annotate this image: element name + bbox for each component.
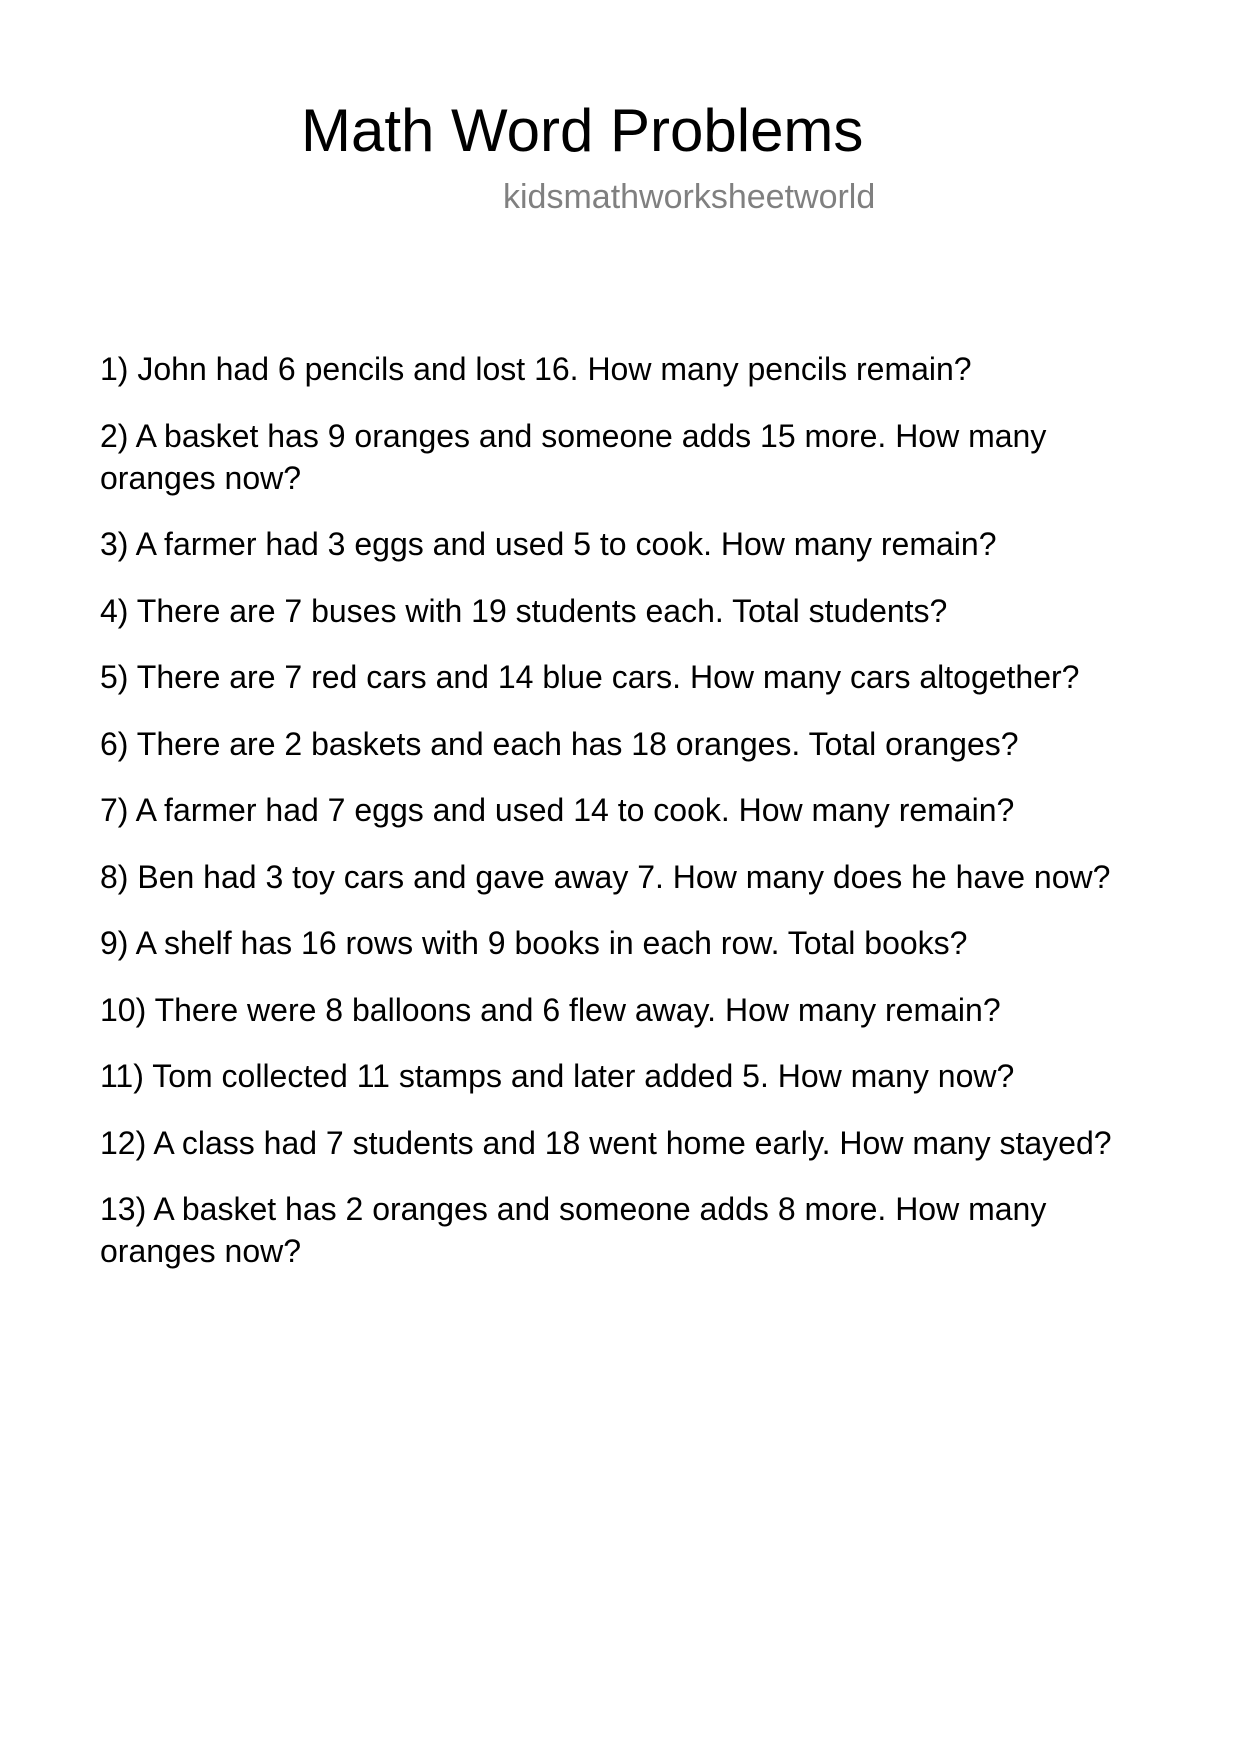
site-name-subtitle: kidsmathworksheetworld [503, 178, 876, 216]
problem-item-7: 7) A farmer had 7 eggs and used 14 to cook. How many remain? [100, 792, 1015, 828]
problem-item-10: 10) There were 8 balloons and 6 flew away. How many remain? [100, 991, 1001, 1028]
problem-item-8: 8) Ben had 3 toy cars and gave away 7. How many does he have now? [100, 858, 1111, 895]
problem-item-5: 5) There are 7 red cars and 14 blue cars. How many cars altogether? [100, 659, 1080, 695]
problem-item-6: 6) There are 2 baskets and each has 18 oranges. Total oranges? [100, 725, 1019, 762]
problem-item-13: 13) A basket has 2 oranges and someone adds 8 more. How many oranges now? [100, 1191, 1047, 1269]
problem-item-12: 12) A class had 7 students and 18 went home early. How many stayed? [100, 1124, 1112, 1161]
problem-item-9: 9) A shelf has 16 rows with 9 books in each row. Total books? [100, 925, 968, 961]
problem-list [100, 348, 1150, 1297]
problem-item-1: 1) John had 6 pencils and lost 16. How many pencils remain? [100, 351, 972, 387]
problem-item-11: 11) Tom collected 11 stamps and later added 5. How many now? [100, 1058, 1015, 1094]
problem-item-4: 4) There are 7 buses with 19 students each. Total students? [100, 592, 948, 629]
page-title: Math Word Problems [301, 97, 864, 164]
problem-item-3: 3) A farmer had 3 eggs and used 5 to cook. How many remain? [100, 526, 997, 562]
problem-item-2: 2) A basket has 9 oranges and someone adds 15 more. How many oranges now? [100, 417, 1047, 496]
